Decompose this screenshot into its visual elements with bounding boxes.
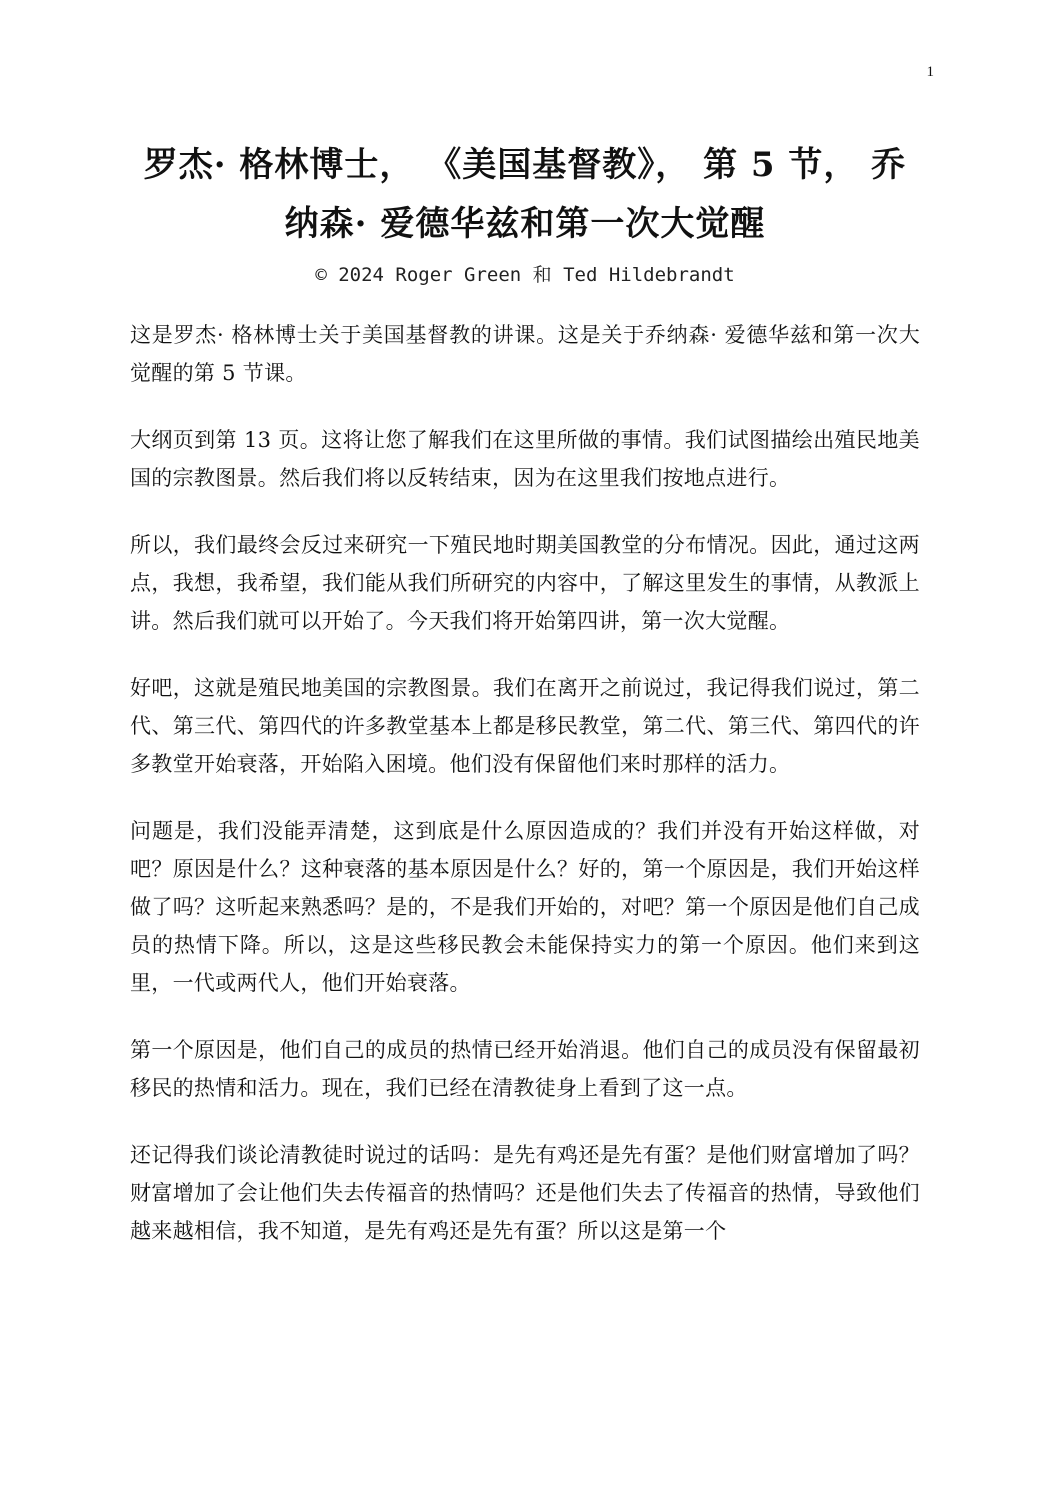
copyright-line: © 2024 Roger Green 和 Ted Hildebrandt [315,264,735,286]
page-number: 1 [926,64,934,80]
paragraph-1: 这是罗杰· 格林博士关于美国基督教的讲课。这是关于乔纳森· 爱德华兹和第一次大觉醒的第 5 节课。 [130,323,920,385]
paragraph-2: 大纲页到第 13 页。这将让您了解我们在这里所做的事情。我们试图描绘出殖民地美国的宗教图景。然后我们将以反转结束，因为在这里我们按地点进行。 [130,428,920,490]
document-body [130,316,920,1279]
paragraph-3: 所以，我们最终会反过来研究一下殖民地时期美国教堂的分布情况。因此，通过这两点，我想，我希望，我们能从我们所研究的内容中，了解这里发生的事情，从教派上讲。然后我们就可以开始了。今天我们将开始第四讲，第一次大觉醒。 [130,533,920,633]
paragraph-4: 好吧，这就是殖民地美国的宗教图景。我们在离开之前说过，我记得我们说过，第二代、第三代、第四代的许多教堂基本上都是移民教堂，第二代、第三代、第四代的许多教堂开始衰落，开始陷入困境。他们没有保留他们来时那样的活力。 [130,676,920,776]
paragraph-7: 还记得我们谈论清教徒时说过的话吗：是先有鸡还是先有蛋？是他们财富增加了吗？财富增加了会让他们失去传福音的热情吗？还是他们失去了传福音的热情，导致他们越来越相信，我不知道，是先有鸡还是先有蛋？所以这是第一个 [130,1143,920,1243]
paragraph-6: 第一个原因是，他们自己的成员的热情已经开始消退。他们自己的成员没有保留最初移民的热情和活力。现在，我们已经在清教徒身上看到了这一点。 [130,1038,920,1100]
page-title: 罗杰· 格林博士， 《美国基督教》， 第 5 节， 乔纳森· 爱德华兹和第一次大觉醒 [143,145,907,244]
paragraph-5: 问题是，我们没能弄清楚，这到底是什么原因造成的？我们并没有开始这样做，对吧？原因是什么？这种衰落的基本原因是什么？好的，第一个原因是，我们开始这样做了吗？这听起来熟悉吗？是的，不是我们开始的，对吧？第一个原因是他们自己成员的热情下降。所以，这是这些移民教会未能保持实力的第一个原因。他们来到这里，一代或两代人，他们开始衰落。 [130,819,920,995]
